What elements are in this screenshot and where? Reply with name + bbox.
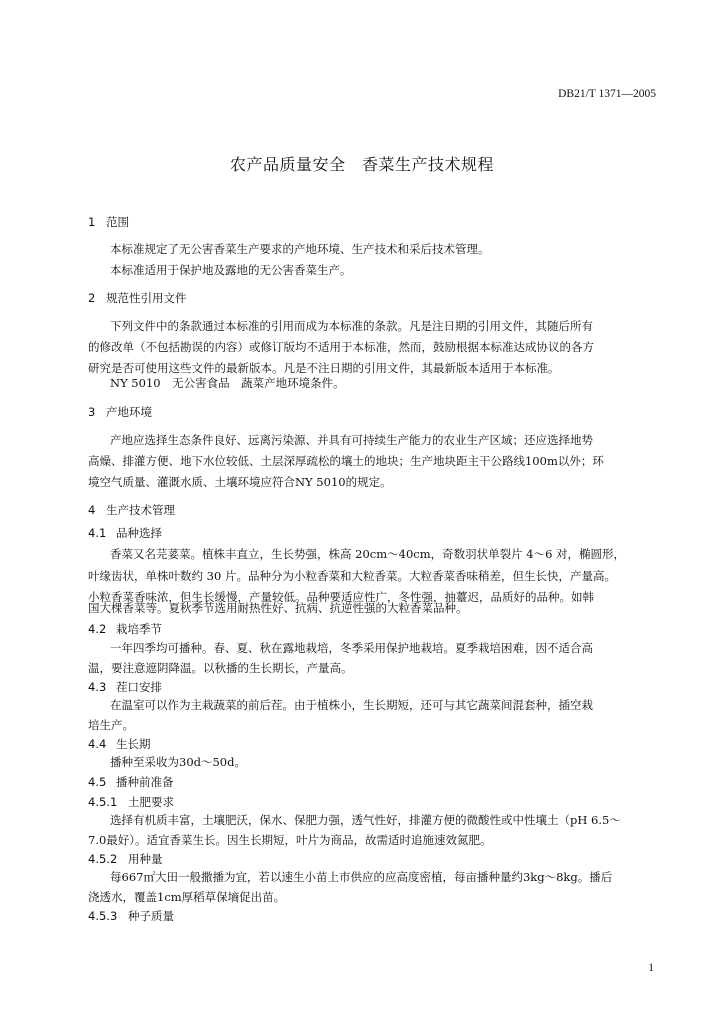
paragraph-line: 温，要注意遮阴降温。以秋播的生长期长，产量高。	[88, 661, 353, 675]
section-title: 生产技术管理	[106, 503, 175, 517]
section-number: 4.5.3	[88, 909, 118, 923]
paragraph-line: 一年四季均可播种。春、夏、秋在露地栽培，冬季采用保护地栽培。夏季栽培困难，因不适合高	[110, 641, 593, 655]
paragraph-line: 本标准规定了无公害香菜生产要求的产地环境、生产技术和采后技术管理。	[110, 242, 490, 256]
section-title: 产地环境	[106, 405, 152, 419]
subsection-heading	[88, 794, 174, 810]
section-number: 4.5.2	[88, 852, 118, 866]
paragraph-line: 培生产。	[88, 718, 134, 732]
section-number: 2	[88, 291, 96, 305]
section-title: 范围	[106, 215, 129, 229]
section-title: 生长期	[116, 737, 151, 751]
section-number: 4	[88, 503, 96, 517]
paragraph-line: 播种至采收为30d～50d。	[110, 755, 246, 769]
section-title: 栽培季节	[116, 622, 162, 636]
section-number: 4.2	[88, 622, 107, 636]
section-title: 规范性引用文件	[106, 291, 187, 305]
paragraph-line: 本标准适用于保护地及露地的无公害香菜生产。	[110, 263, 352, 277]
section-title: 品种选择	[116, 526, 162, 540]
subsection-heading	[88, 736, 151, 752]
subsection-heading	[88, 908, 174, 924]
subsection-heading	[88, 621, 162, 637]
section-number: 4.5.1	[88, 795, 118, 809]
paragraph-line: 下列文件中的条款通过本标准的引用而成为本标准的条款。凡是注日期的引用文件，其随后所有	[110, 319, 593, 333]
section-number: 4.3	[88, 680, 107, 694]
paragraph-line: 小粒香菜香味浓，但生长缓慢，产量较低。品种要适应性广，冬性强，抽薹迟，品质好的品种。如韩	[88, 590, 594, 604]
section-heading	[88, 502, 175, 518]
section-heading	[88, 290, 187, 306]
paragraph-line: 每667㎡大田一般撒播为宜，若以速生小苗上市供应的应高度密植，每亩播种量约3kg～8kg。播后	[110, 870, 613, 884]
section-title: 茬口安排	[116, 680, 162, 694]
standard-code: DB21/T 1371—2005	[558, 88, 656, 100]
paragraph-line: NY 5010 无公害食品 蔬菜产地环境条件。	[110, 376, 345, 390]
section-heading	[88, 404, 152, 420]
paragraph-line: 境空气质量、灌溉水质、土壤环境应符合NY 5010的规定。	[88, 475, 392, 489]
paragraph-line: 高燥、排灌方便、地下水位较低、土层深厚疏松的壤土的地块；生产地块距主干公路线100m以外；环	[88, 454, 604, 468]
section-title: 播种前准备	[116, 775, 174, 789]
paragraph-line: 选择有机质丰富，土壤肥沃，保水、保肥力强，透气性好，排灌方便的微酸性或中性壤土（pH 6.5～	[110, 813, 621, 827]
paragraph-line: 7.0最好）。适宜香菜生长。因生长期短，叶片为商品，故需适时追施速效氮肥。	[88, 833, 492, 847]
paragraph-line: 在温室可以作为主栽蔬菜的前后茬。由于植株小，生长期短，还可与其它蔬菜间混套种，插空栽	[110, 698, 593, 712]
section-number: 4.5	[88, 775, 107, 789]
subsection-heading	[88, 679, 162, 695]
section-number: 1	[88, 215, 96, 229]
subsection-heading	[88, 774, 174, 790]
section-title: 用种量	[128, 852, 163, 866]
section-number: 3	[88, 405, 96, 419]
paragraph-line: 的修改单（不包括勘误的内容）或修订版均不适用于本标准，然而，鼓励根据本标准达成协议的各方	[88, 340, 594, 354]
section-title: 土肥要求	[128, 795, 174, 809]
page-number: 1	[648, 962, 654, 974]
document-title: 农产品质量安全 香菜生产技术规程	[229, 155, 494, 174]
subsection-heading	[88, 525, 162, 541]
paragraph-line: 香菜又名芫荽菜。植株丰直立，生长势强，株高 20cm～40cm，奇数羽状单裂片 4～6 对，椭圆形，	[110, 547, 626, 561]
paragraph-line: 国大棵香菜等。夏秋季节选用耐热性好、抗病、抗逆性强的大粒香菜品种。	[88, 601, 468, 615]
section-title: 种子质量	[128, 909, 174, 923]
section-number: 4.1	[88, 526, 107, 540]
section-heading	[88, 214, 129, 230]
paragraph-line: 研究是否可使用这些文件的最新版本。凡是不注日期的引用文件，其最新版本适用于本标准。	[88, 361, 560, 375]
paragraph-line: 浇透水，覆盖1cm厚稻草保墒促出苗。	[88, 890, 286, 904]
paragraph-line: 产地应选择生态条件良好、远离污染源、并具有可持续生产能力的农业生产区域；还应选择地势	[110, 433, 593, 447]
paragraph-line: 叶缘齿状，单株叶数约 30 片。品种分为小粒香菜和大粒香菜。大粒香菜香味稍差，但生长快，产量高。	[88, 569, 616, 583]
subsection-heading	[88, 851, 163, 867]
section-number: 4.4	[88, 737, 107, 751]
